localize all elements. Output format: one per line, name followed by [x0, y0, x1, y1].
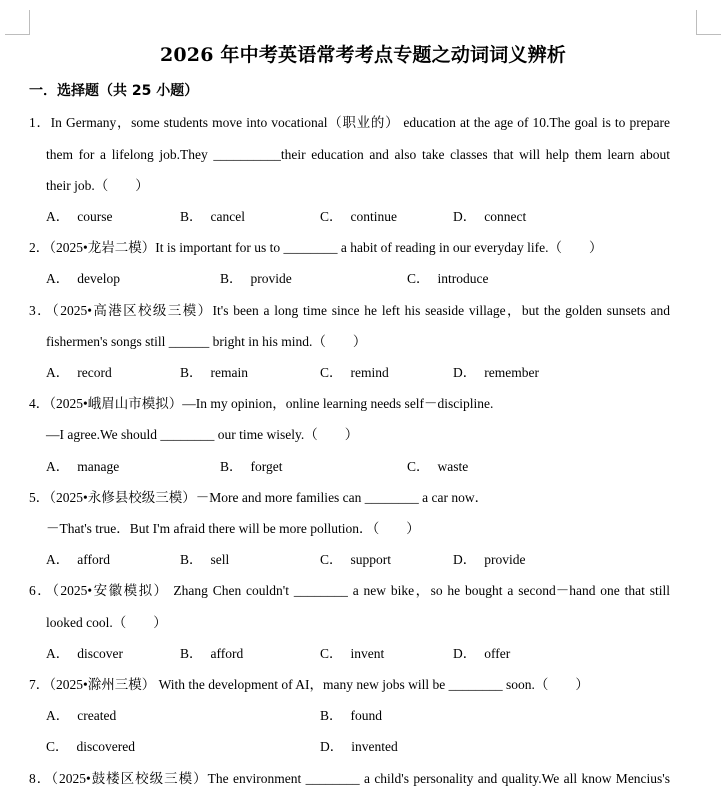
- question-3-line-1: 3．（2025•高港区校级三模）It's been a long time since he left his seaside village，but the golden sunsets and: [29, 303, 670, 318]
- question-4-option-b[interactable]: B． forget: [220, 459, 283, 474]
- question-1-line-2: them for a lifelong job.They __________their education and also take classes that will help them learn about: [46, 147, 670, 162]
- question-4-option-c[interactable]: C． waste: [407, 459, 469, 474]
- question-6-line-2: looked cool.（ ）: [46, 615, 167, 630]
- question-5-option-b[interactable]: B． sell: [180, 552, 230, 567]
- question-4-option-a[interactable]: A． manage: [46, 459, 120, 474]
- question-5-line-1: 5．（2025•永修县校级三模）－More and more families can ________ a car now．: [29, 490, 489, 505]
- question-2-option-a[interactable]: A． develop: [46, 271, 120, 286]
- question-6-option-d[interactable]: D． offer: [453, 646, 511, 661]
- page-corner-mark-left: [5, 10, 30, 35]
- question-1-option-a[interactable]: A． course: [46, 209, 113, 224]
- question-3-line-2: fishermen's songs still ______ bright in his mind.（ ）: [46, 334, 367, 349]
- question-7-option-c[interactable]: C． discovered: [46, 739, 135, 754]
- question-6-line-1: 6．（2025•安徽模拟） Zhang Chen couldn't ________ a new bike，so he bought a second－hand one that still: [29, 583, 670, 598]
- question-1-line-1: 1．In Germany，some students move into vocational（职业的） education at the age of 10.The goal is to prepare: [29, 115, 670, 130]
- question-6-option-b[interactable]: B． afford: [180, 646, 244, 661]
- question-3-option-b[interactable]: B． remain: [180, 365, 248, 380]
- question-2-option-b[interactable]: B． provide: [220, 271, 292, 286]
- question-6-option-a[interactable]: A． discover: [46, 646, 123, 661]
- section-heading: 一．选择题（共 25 小题）: [29, 83, 199, 99]
- page-corner-mark-right: [696, 10, 721, 35]
- question-5-option-c[interactable]: C． support: [320, 552, 392, 567]
- document-title: 2026 年中考英语常考考点专题之动词词义辨析: [159, 44, 567, 66]
- question-8-line-1: 8．（2025•鼓楼区校级三模）The environment ________ a child's personality and quality.We all know Mencius's: [29, 771, 670, 786]
- question-2-line-1: 2．（2025•龙岩二模）It is important for us to ________ a habit of reading in our everyday life.（ ）: [29, 240, 603, 255]
- question-6-option-c[interactable]: C． invent: [320, 646, 385, 661]
- question-4-line-1: 4．（2025•峨眉山市模拟）—In my opinion，online learning needs self－discipline.: [29, 396, 494, 411]
- question-1-line-3: their job.（ ）: [46, 178, 149, 193]
- question-3-option-c[interactable]: C． remind: [320, 365, 389, 380]
- question-3-option-d[interactable]: D． remember: [453, 365, 539, 380]
- question-1-option-d[interactable]: D． connect: [453, 209, 527, 224]
- question-2-option-c[interactable]: C． introduce: [407, 271, 489, 286]
- question-3-option-a[interactable]: A． record: [46, 365, 112, 380]
- question-5-line-2: －That's true．But I'm afraid there will be more pollution．（ ）: [46, 521, 420, 536]
- question-7-option-a[interactable]: A． created: [46, 708, 117, 723]
- question-1-option-c[interactable]: C． continue: [320, 209, 398, 224]
- question-1-option-b[interactable]: B． cancel: [180, 209, 245, 224]
- question-4-line-2: —I agree.We should ________ our time wisely.（ ）: [46, 427, 359, 442]
- question-5-option-a[interactable]: A． afford: [46, 552, 110, 567]
- question-7-option-d[interactable]: D． invented: [320, 739, 398, 754]
- question-5-option-d[interactable]: D． provide: [453, 552, 526, 567]
- question-7-option-b[interactable]: B． found: [320, 708, 383, 723]
- question-7-line-1: 7．（2025•滁州三模） With the development of AI，many new jobs will be ________ soon.（ ）: [29, 677, 589, 692]
